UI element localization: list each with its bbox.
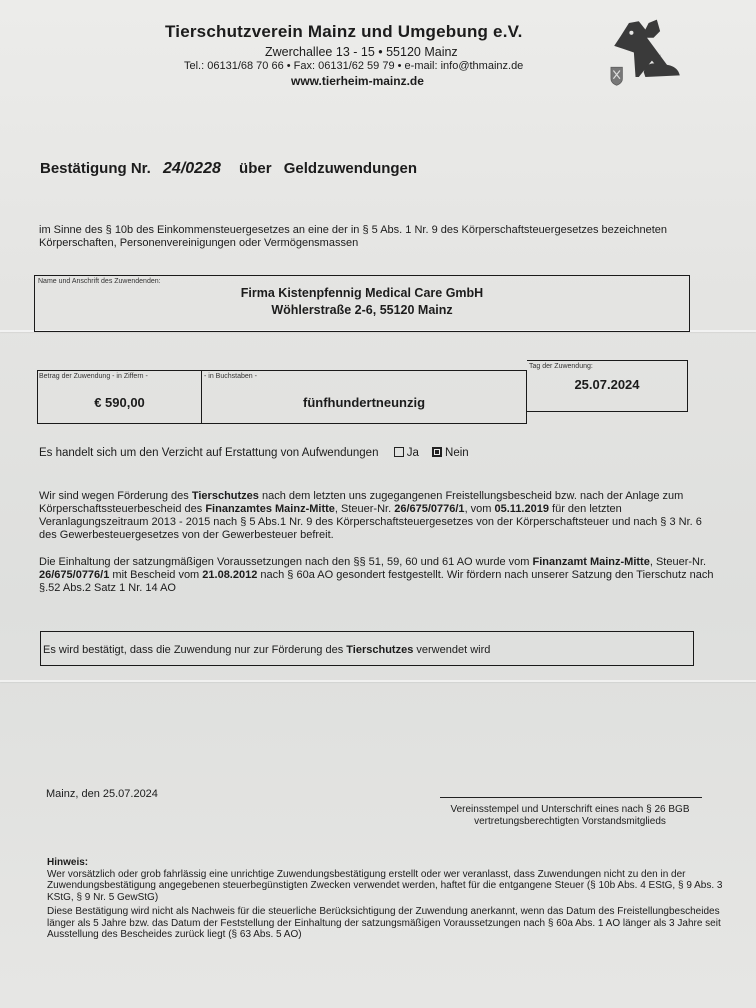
receipt-number: 24/0228 [163, 160, 221, 177]
signature-caption-line2: vertretungsberechtigten Vorstandsmitglieds [474, 816, 666, 827]
tax-number: 26/675/0776/1 [39, 569, 110, 581]
text: nach § 60a AO gesondert festgestellt. Wir fördern nach unserer Satzung den Tierschutz nach §.52 Abs.2 Satz 1 Nr. 14 AO [39, 569, 714, 594]
bold-text: Tierschutzes [191, 490, 259, 502]
text: nach dem letzten uns zugegangenen Freistellungsbescheid bzw. nach der Anlage zum Körperschaftssteuerbescheid des [39, 490, 684, 515]
dog-cat-rabbit-logo-icon [606, 12, 688, 88]
organization-name: Tierschutzverein Mainz und Umgebung e.V. [165, 22, 523, 41]
text: , Steuer-Nr. [649, 556, 707, 568]
title-prefix: Bestätigung Nr. [40, 160, 151, 177]
text: Es wird bestätigt, dass die Zuwendung nur zur Förderung des [43, 644, 347, 656]
place-and-date: Mainz, den 25.07.2024 [46, 788, 158, 800]
tax-office: Finanzamt Mainz-Mitte [532, 556, 650, 568]
receipt-title [40, 160, 417, 178]
legal-notice-heading: Hinweis: [47, 857, 89, 868]
verzicht-text: Es handelt sich um den Verzicht auf Erstattung von Aufwendungen [39, 447, 379, 459]
statutes-paragraph [39, 556, 719, 595]
exemption-paragraph [39, 490, 719, 542]
bold-text: Tierschutzes [346, 644, 414, 656]
amount-value: € 590,00 [94, 395, 145, 410]
donor-label: Name und Anschrift des Zuwendenden: [38, 278, 161, 285]
donor-box [34, 275, 690, 332]
signature-caption-line1: Vereinsstempel und Unterschrift eines nach § 26 BGB [450, 804, 690, 815]
validity-notice: Diese Bestätigung wird nicht als Nachweis für die steuerliche Berücksichtigung der Zuwendung anerkannt, wenn das Datum des Freistellungbescheides länger als 5 Jahre bzw. das Datum der Feststellung der Einhaltung der satzungsmäßigen Voraussetzungen nach § 60a Abs. 1 AO länger als 3 Jahre seit Ausstellung des Bescheides zurück liegt (§ 63 Abs. 5 AO) [47, 906, 721, 940]
organization-address: Zwerchallee 13 - 15 • 55120 Mainz [265, 45, 458, 59]
amount-words-cell [202, 370, 527, 424]
signature-caption [430, 804, 710, 828]
notice-date: 21.08.2012 [202, 569, 258, 581]
tax-office: Finanzamtes Mainz-Mitte [205, 503, 335, 515]
donation-date-cell [527, 360, 688, 412]
amount-label: Betrag der Zuwendung - in Ziffern - [39, 373, 148, 380]
title-subject: Geldzuwendungen [283, 160, 418, 177]
donation-date-label: Tag der Zuwendung: [529, 363, 593, 370]
signature-line [440, 797, 702, 798]
text: mit Bescheid vom [109, 569, 203, 581]
checkbox-ja-label: Ja [406, 447, 419, 459]
donor-name: Firma Kistenpfennig Medical Care GmbH [240, 286, 484, 300]
organization-website: www.tierheim-mainz.de [291, 74, 424, 88]
donation-details-row [37, 360, 689, 415]
donor-address: Wöhlerstraße 2-6, 55120 Mainz [271, 303, 453, 317]
text: für den letzten Veranlagungszeitraum 2013 - 2015 nach § 5 Abs.1 Nr. 9 des Körperschaftsteuergesetzes von der Körperschaftsteuer und nach § 3 Nr. 6 des Gewerbesteuergesetzes von der Gewerbesteuer befreit. [39, 503, 702, 541]
donation-date-value: 25.07.2024 [574, 377, 640, 392]
legal-notice-text: Wer vorsätzlich oder grob fahrlässig eine unrichtige Zuwendungsbestätigung erstellt oder wer veranlasst, dass Zuwendungen nicht zu den in der Zuwendungsbestätigung angegebenen steuerbegünstigten Zwecken verwendet werden, haftet für die entgangene Steuer (§ 10b Abs. 4 EStG, § 9 Abs. 3 KStG, § 9 Nr. 5 GewStG) [47, 868, 723, 903]
paper-fold [0, 680, 756, 682]
text: verwendet wird [413, 644, 491, 656]
checkbox-ja[interactable] [394, 447, 404, 457]
organization-contact: Tel.: 06131/68 70 66 • Fax: 06131/62 59 79 • e-mail: info@thmainz.de [184, 60, 524, 72]
intro-text: im Sinne des § 10b des Einkommensteuergesetzes an eine der in § 5 Abs. 1 Nr. 9 des Körperschaftsteuergesetzes bezeichneten Körperschaften, Personenvereinigungen oder Vermögensmassen [39, 224, 667, 249]
amount-words-value: fünfhundertneunzig [302, 395, 426, 410]
tax-number: 26/675/0776/1 [394, 503, 465, 515]
usage-confirmation-text [43, 644, 490, 656]
text: Wir sind wegen Förderung des [39, 490, 192, 502]
verzicht-question [39, 447, 469, 459]
checkbox-nein-label: Nein [445, 447, 469, 459]
usage-confirmation-box [40, 631, 694, 666]
notice-date: 05.11.2019 [494, 503, 549, 515]
text: , Steuer-Nr. [334, 503, 395, 515]
legal-notice [47, 857, 727, 903]
title-ueber: über [239, 160, 272, 177]
text: , vom [464, 503, 495, 515]
amount-cell [37, 370, 202, 424]
checkbox-nein[interactable] [432, 447, 442, 457]
text: Die Einhaltung der satzungmäßigen Voraussetzungen nach den §§ 51, 59, 60 und 61 AO wurde vom [39, 556, 533, 568]
amount-words-label: - in Buchstaben - [204, 373, 257, 380]
